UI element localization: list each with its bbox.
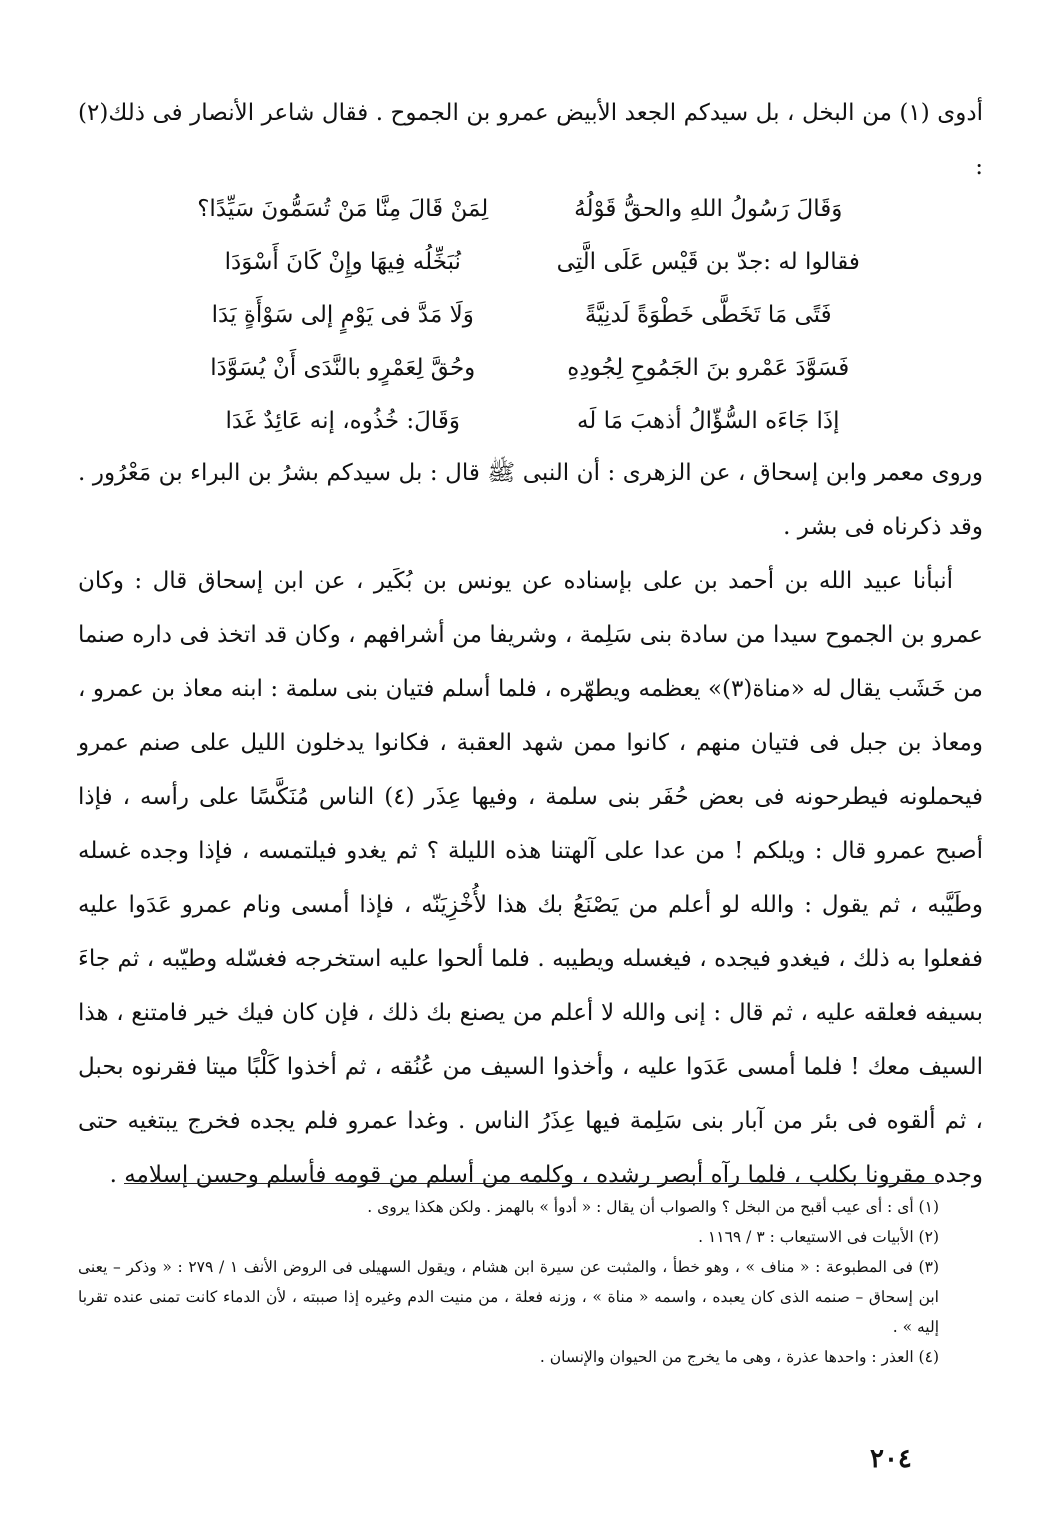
verse-first-hemistich: فَسَوَّدَ عَمْرو بنَ الجَمُوحِ لِجُودِهِ	[567, 354, 850, 381]
footnotes	[78, 1192, 939, 1372]
poem-verse	[160, 182, 891, 235]
verse-first-hemistich: فَتًى مَا تَخَطَّى خَطْوَةً لَدنِيَّةً	[584, 301, 832, 328]
verse-first-hemistich: إذَا جَاءَه السُّؤّالُ أذهبَ مَا لَه	[576, 407, 840, 434]
verse-first-hemistich: فقالوا له :جدّ بن قَيْس عَلَى الَّتِى	[556, 248, 860, 275]
poem-verse	[160, 341, 891, 394]
paragraph-ibn-ishaq-narration: أنبأنا عبيد الله بن أحمد بن على بإسناده عن يونس بن بُكَير ، عن ابن إسحاق قال : وكان عمرو بن الجموح سيدا من سادة بنى سَلِمة ، وشريفا من أشرافهم ، وكان قد اتخذ فى داره صنما من خَشَب يقال له «مناة(٣)» يعظمه ويطهّره ، فلما أسلم فتيان بنى سلمة : ابنه معاذ بن عمرو ، ومعاذ بن جبل فى فتيان منهم ، كانوا ممن شهد العقبة ، فكانوا يدخلون الليل على صنم عمرو فيحملونه فيطرحونه فى بعض حُفَر بنى سلمة ، وفيها عِذَر (٤) الناس مُنَكَّسًا على رأسه ، فإذا أصبح عمرو قال : ويلكم ! من عدا على آلهتنا هذه الليلة ؟ ثم يغدو فيلتمسه ، فإذا وجده غسله وطَيَّبه ، ثم يقول : والله لو أعلم من يَصْنَعُ بك هذا لأُخْزِيَنّه ، فإذا أمسى ونام عمرو عَدَوا عليه ففعلوا به ذلك ، فيغدو فيجده ، فيغسله ويطيبه . فلما ألحوا عليه استخرجه فغسّله وطيّبه ، ثم جاءَ بسيفه فعلقه عليه ، ثم قال : إنى والله لا أعلم من يصنع بك ذلك ، فإن كان فيك خير فامتنع ، هذا السيف معك ! فلما أمسى عَدَوا عليه ، وأخذوا السيف من عُنُقه ، ثم أخذوا كَلْبًا ميتا فقرنوه بحبل ، ثم ألقوه فى بئر من آبار بنى سَلِمة فيها عِذَرُ الناس . وغدا عمرو فلم يجده فخرج يبتغيه حتى وجده مقرونا بكلب ، فلما رآه أبصر رشده ، وكلمه من أسلم من قومه فأسلم وحسن إسلامه .	[78, 568, 983, 1188]
verse-first-hemistich: وَقَالَ رَسُولُ اللهِ والحقُّ قَوْلُهُ	[574, 195, 843, 222]
poem-verse	[160, 235, 891, 288]
page-number: ٢٠٤	[870, 1444, 912, 1474]
footnote: (٢) الأبيات فى الاستيعاب : ٣ / ١١٦٩ .	[698, 1228, 939, 1246]
verse-second-hemistich: وَلَا مَدَّ فى يَوْمٍ إلى سَوْأَةٍ يَدَا	[211, 301, 474, 328]
intro-paragraph: أدوى (١) من البخل ، بل سيدكم الجعد الأبيض عمرو بن الجموح . فقال شاعر الأنصار فى ذلك(٢) :	[78, 100, 984, 180]
footnote-divider	[124, 1183, 939, 1184]
paragraph-zuhri-narration: وروى معمر وابن إسحاق ، عن الزهرى : أن النبى ﷺ قال : بل سيدكم بشرُ بن البراء بن مَعْرُور . وقد ذكرناه فى بشر .	[78, 460, 983, 540]
verse-second-hemistich: لِمَنْ قَالَ مِنَّا مَنْ تُسَمُّونَ سَيِّدًا؟	[197, 195, 489, 222]
poem-verse	[160, 394, 891, 447]
poem-verse	[160, 288, 891, 341]
verse-second-hemistich: نُبَخِّلُه فِيهَا وإِنْ كَانَ أَسْوَدَا	[224, 248, 461, 275]
poem	[160, 182, 891, 447]
verse-second-hemistich: وَقَالَ: خُذُوه، إنه عَائِدٌ غَدَا	[225, 407, 460, 434]
footnote: (٣) فى المطبوعة : « مناف » ، وهو خطأ ، والمثبت عن سيرة ابن هشام ، ويقول السهيلى فى الروض الأنف ١ / ٢٧٩ : « وذكر – يعنى ابن إسحاق – صنمه الذى كان يعبده ، واسمه « مناة » ، وزنه فعلة ، من منيت الدم وغيره إذا صببته ، لأن الدماء كانت تمنى عنده تقربا إليه » .	[78, 1258, 939, 1336]
body-text	[78, 446, 983, 1202]
footnote: (١) أى : أى عيب أقبح من البخل ؟ والصواب أن يقال : « أدوأ » بالهمز . ولكن هكذا يروى .	[367, 1198, 939, 1216]
verse-second-hemistich: وحُقَّ لِعَمْرٍو بالنَّدَى أَنْ يُسَوَّدَا	[210, 354, 476, 381]
footnote: (٤) العذر : واحدها عذرة ، وهى ما يخرج من الحيوان والإنسان .	[539, 1348, 939, 1366]
